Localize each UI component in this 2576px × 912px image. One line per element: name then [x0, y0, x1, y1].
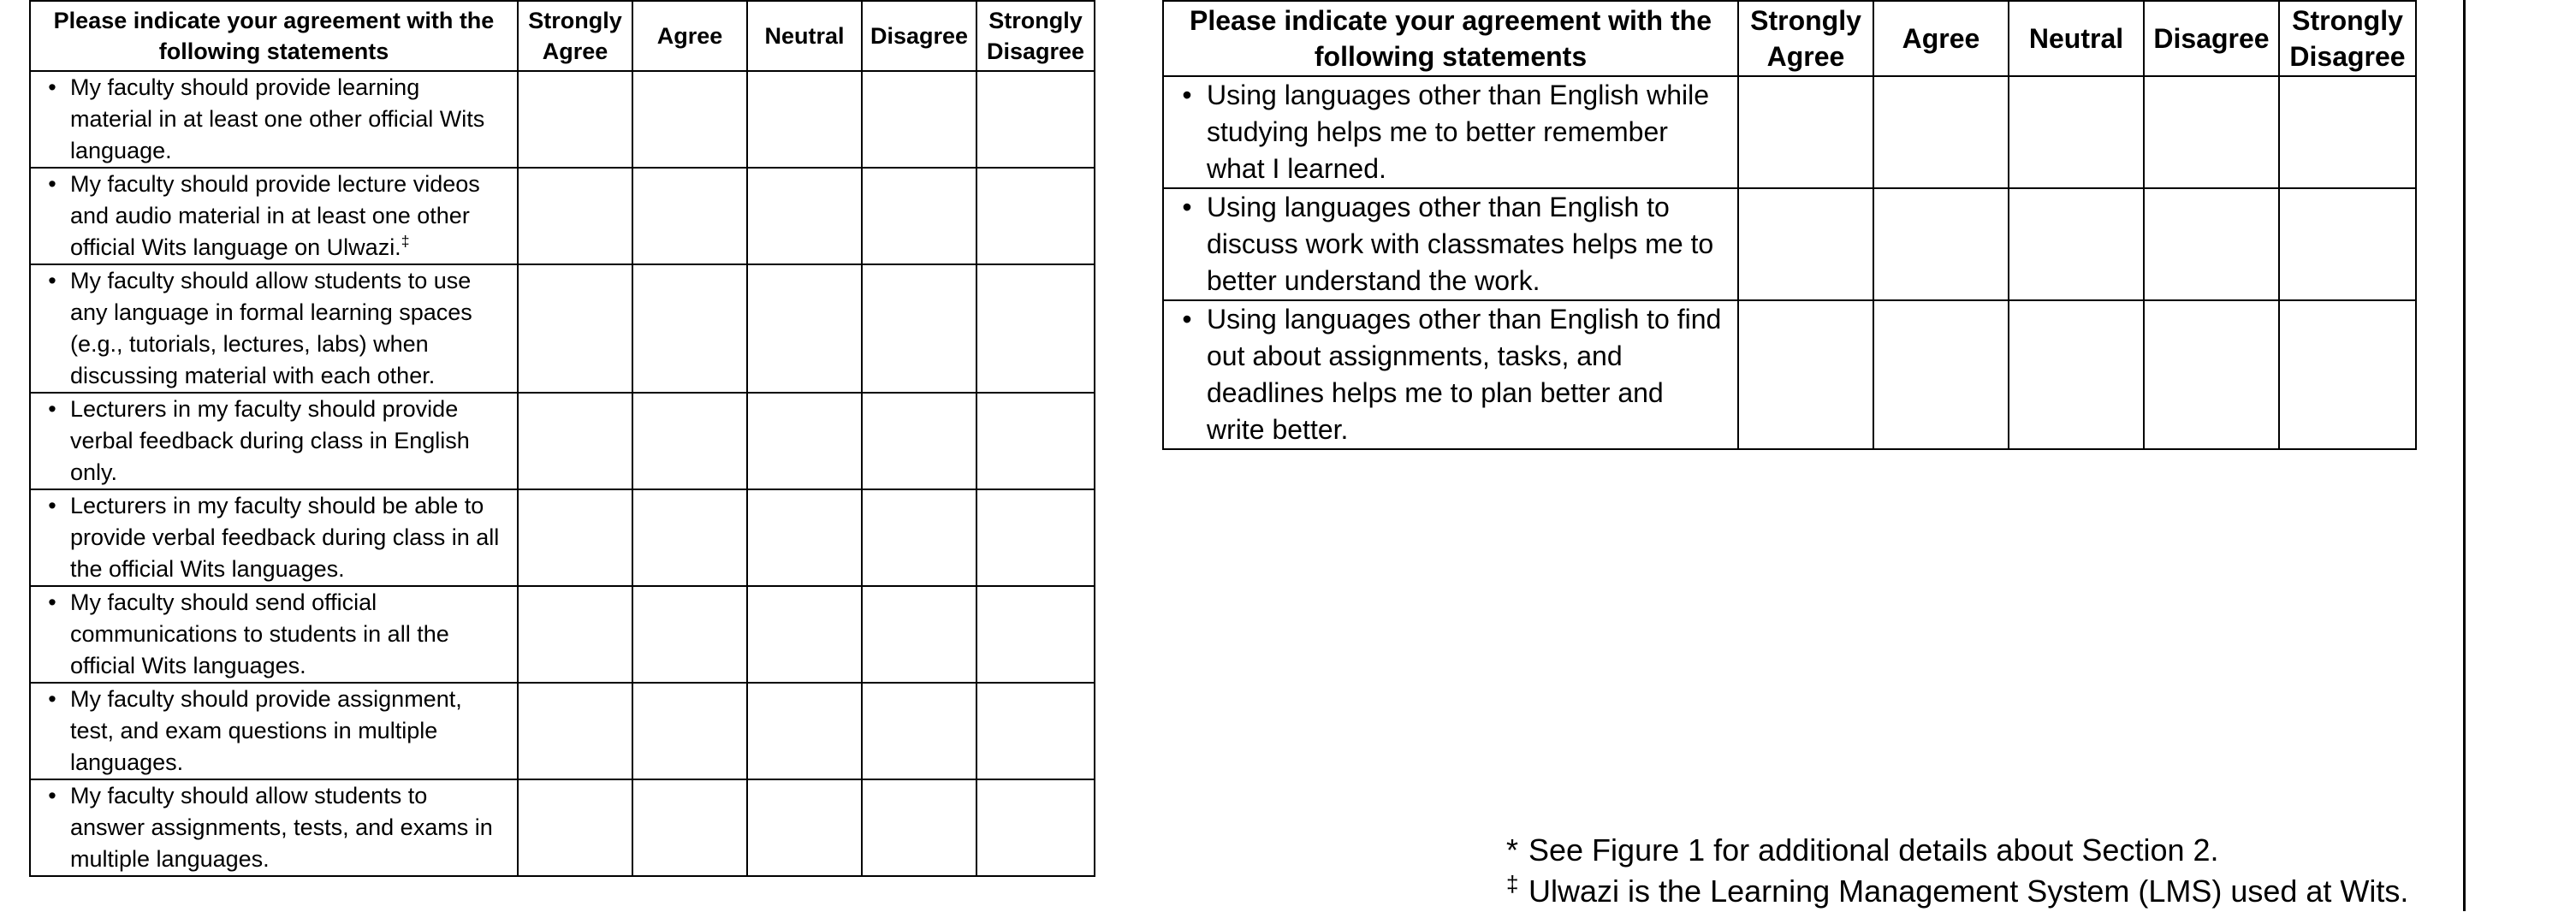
statement-text [70, 587, 517, 682]
header-line: Strongly [1750, 5, 1861, 36]
strongly-disagree-response-cell[interactable] [976, 264, 1095, 393]
neutral-response-cell[interactable] [747, 586, 862, 683]
header-line: following statements [158, 38, 389, 64]
agree-response-cell[interactable] [632, 168, 747, 264]
bullet-icon: • [48, 171, 56, 197]
strongly-disagree-response-cell[interactable] [976, 489, 1095, 586]
strongly-disagree-response-cell[interactable] [976, 393, 1095, 489]
statement-cell [1163, 300, 1738, 449]
statement-text [70, 265, 517, 392]
statement-text-body: My faculty should allow students to answer assignments, tests, and exams in multiple languages. [70, 783, 493, 872]
disagree-column-header: Disagree [2144, 1, 2279, 76]
statement-text-body: My faculty should send official communications to students in all the official Wits languages. [70, 589, 449, 678]
table-row [1163, 300, 2416, 449]
disagree-response-cell[interactable] [862, 586, 976, 683]
neutral-response-cell[interactable] [2009, 188, 2144, 300]
statement-cell [30, 264, 518, 393]
table-row [30, 168, 1095, 264]
neutral-response-cell[interactable] [747, 71, 862, 168]
strongly-disagree-response-cell[interactable] [976, 683, 1095, 779]
strongly-disagree-response-cell[interactable] [2279, 188, 2416, 300]
statement-text-body: My faculty should provide assignment, test, and exam questions in multiple languages. [70, 686, 462, 775]
footnote-marker: ‡ [401, 233, 410, 250]
bullet-icon: • [48, 686, 56, 712]
strongly-agree-response-cell[interactable] [1738, 300, 1873, 449]
statement-text-body: My faculty should provide lecture videos and audio material in at least one other official Wits language on Ulwazi. [70, 171, 480, 260]
neutral-response-cell[interactable] [747, 683, 862, 779]
statement-text-body: Using languages other than English to discuss work with classmates helps me to better understand the work. [1207, 192, 1714, 296]
statement-cell [30, 168, 518, 264]
strongly-disagree-response-cell[interactable] [976, 71, 1095, 168]
header-line: Please indicate your agreement with the [1190, 5, 1712, 36]
header-line: Strongly [2292, 5, 2403, 36]
strongly-disagree-response-cell[interactable] [2279, 76, 2416, 188]
statement-text [1207, 189, 1737, 299]
disagree-response-cell[interactable] [862, 264, 976, 393]
statement-cell [1163, 76, 1738, 188]
statement-text [70, 780, 517, 875]
statement-text [1207, 301, 1737, 448]
strongly-disagree-response-cell[interactable] [2279, 300, 2416, 449]
disagree-response-cell[interactable] [862, 393, 976, 489]
page-border-line [2463, 0, 2466, 911]
table-row [1163, 188, 2416, 300]
table-body [30, 71, 1095, 876]
strongly-agree-response-cell[interactable] [518, 489, 632, 586]
header-line: Agree [542, 38, 608, 64]
statement-text-body: Using languages other than English to find out about assignments, tasks, and deadlines helps me to plan better and write better. [1207, 304, 1722, 445]
strongly-agree-response-cell[interactable] [518, 264, 632, 393]
strongly-agree-column-header [518, 1, 632, 71]
neutral-response-cell[interactable] [747, 264, 862, 393]
statement-cell [30, 71, 518, 168]
agree-response-cell[interactable] [1873, 300, 2009, 449]
neutral-column-header: Neutral [747, 1, 862, 71]
statement-text [70, 169, 517, 264]
strongly-agree-response-cell[interactable] [518, 393, 632, 489]
footnote-text: See Figure 1 for additional details about Section 2. [1528, 832, 2219, 868]
statement-text [1207, 77, 1737, 187]
header-line: following statements [1314, 41, 1588, 72]
table-row [30, 393, 1095, 489]
statement-text [70, 490, 517, 585]
agree-response-cell[interactable] [632, 683, 747, 779]
neutral-response-cell[interactable] [747, 779, 862, 876]
disagree-column-header: Disagree [862, 1, 976, 71]
footnote-asterisk [1506, 830, 2408, 871]
agreement-table-left [29, 0, 1095, 877]
footnote-dagger [1506, 871, 2408, 912]
strongly-agree-response-cell[interactable] [518, 779, 632, 876]
agree-response-cell[interactable] [632, 71, 747, 168]
header-line: Strongly [528, 8, 622, 33]
agree-column-header: Agree [632, 1, 747, 71]
strongly-disagree-column-header [2279, 1, 2416, 76]
table-row [1163, 76, 2416, 188]
statement-cell [30, 489, 518, 586]
strongly-disagree-column-header [976, 1, 1095, 71]
bullet-icon: • [1182, 304, 1192, 335]
footnote-marker: * [1506, 832, 1519, 868]
bullet-icon: • [48, 74, 56, 100]
strongly-agree-response-cell[interactable] [1738, 188, 1873, 300]
table-row [30, 586, 1095, 683]
disagree-response-cell[interactable] [2144, 300, 2279, 449]
agree-response-cell[interactable] [1873, 76, 2009, 188]
statement-cell [30, 586, 518, 683]
bullet-icon: • [48, 396, 56, 422]
table-row [30, 683, 1095, 779]
strongly-agree-response-cell[interactable] [518, 586, 632, 683]
table-header-row [30, 1, 1095, 71]
bullet-icon: • [48, 268, 56, 293]
statement-text [70, 72, 517, 167]
statement-cell [30, 393, 518, 489]
disagree-response-cell[interactable] [2144, 76, 2279, 188]
strongly-disagree-response-cell[interactable] [976, 586, 1095, 683]
agree-column-header: Agree [1873, 1, 2009, 76]
statement-text-body: My faculty should allow students to use any language in formal learning spaces (e.g., tutorials, lectures, labs) when discussing material with each other. [70, 268, 472, 388]
strongly-disagree-response-cell[interactable] [976, 779, 1095, 876]
disagree-response-cell[interactable] [862, 168, 976, 264]
strongly-agree-response-cell[interactable] [518, 71, 632, 168]
agree-response-cell[interactable] [1873, 188, 2009, 300]
strongly-agree-response-cell[interactable] [518, 168, 632, 264]
table-row [30, 264, 1095, 393]
header-line: Agree [1766, 41, 1845, 72]
strongly-disagree-response-cell[interactable] [976, 168, 1095, 264]
bullet-icon: • [1182, 192, 1192, 222]
disagree-response-cell[interactable] [2144, 188, 2279, 300]
agree-response-cell[interactable] [632, 264, 747, 393]
strongly-agree-column-header [1738, 1, 1873, 76]
disagree-response-cell[interactable] [862, 489, 976, 586]
agree-response-cell[interactable] [632, 489, 747, 586]
statement-text [70, 394, 517, 489]
neutral-response-cell[interactable] [2009, 300, 2144, 449]
footnotes [1506, 830, 2408, 912]
neutral-response-cell[interactable] [2009, 76, 2144, 188]
table-row [30, 489, 1095, 586]
table-row [30, 779, 1095, 876]
header-line: Please indicate your agreement with the [53, 8, 495, 33]
bullet-icon: • [48, 589, 56, 615]
header-line: Disagree [986, 38, 1085, 64]
agreement-table-right [1162, 0, 2417, 450]
statement-column-header [30, 1, 518, 71]
statement-text-body: Lecturers in my faculty should be able to provide verbal feedback during class in all the official Wits languages. [70, 493, 500, 582]
footnote-marker: ‡ [1506, 871, 1519, 897]
disagree-response-cell[interactable] [862, 683, 976, 779]
agree-response-cell[interactable] [632, 586, 747, 683]
strongly-agree-response-cell[interactable] [1738, 76, 1873, 188]
header-line: Disagree [2289, 41, 2406, 72]
statement-text [70, 684, 517, 779]
bullet-icon: • [48, 783, 56, 808]
neutral-response-cell[interactable] [747, 489, 862, 586]
statement-text-body: My faculty should provide learning material in at least one other official Wits language. [70, 74, 485, 163]
statement-column-header [1163, 1, 1738, 76]
statement-cell [1163, 188, 1738, 300]
statement-cell [30, 779, 518, 876]
table-row [30, 71, 1095, 168]
disagree-response-cell[interactable] [862, 71, 976, 168]
statement-text-body: Lecturers in my faculty should provide verbal feedback during class in English only. [70, 396, 470, 485]
neutral-response-cell[interactable] [747, 393, 862, 489]
agree-response-cell[interactable] [632, 393, 747, 489]
footnote-text: Ulwazi is the Learning Management System (LMS) used at Wits. [1528, 874, 2409, 909]
table-header-row [1163, 1, 2416, 76]
statement-text-body: Using languages other than English while studying helps me to better remember what I learned. [1207, 80, 1710, 184]
table-body [1163, 76, 2416, 449]
disagree-response-cell[interactable] [862, 779, 976, 876]
header-line: Strongly [988, 8, 1083, 33]
bullet-icon: • [48, 493, 56, 518]
neutral-column-header: Neutral [2009, 1, 2144, 76]
neutral-response-cell[interactable] [747, 168, 862, 264]
bullet-icon: • [1182, 80, 1192, 110]
agree-response-cell[interactable] [632, 779, 747, 876]
statement-cell [30, 683, 518, 779]
strongly-agree-response-cell[interactable] [518, 683, 632, 779]
